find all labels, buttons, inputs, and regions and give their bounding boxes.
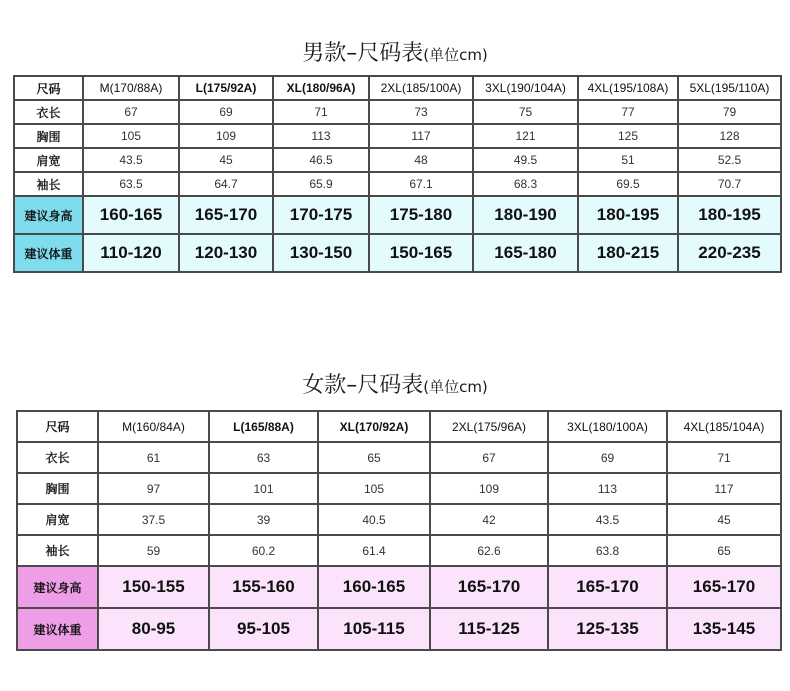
table-cell: 69.5 — [578, 172, 678, 196]
table-cell: 52.5 — [678, 148, 781, 172]
women-size-table — [16, 410, 782, 651]
recommend-label: 建议身高 — [14, 196, 83, 234]
recommend-cell: 180-215 — [578, 234, 678, 272]
recommend-row — [17, 608, 781, 650]
table-cell: 37.5 — [98, 504, 209, 535]
table-cell: 60.2 — [209, 535, 318, 566]
table-cell: 67.1 — [369, 172, 473, 196]
table-cell: 63.8 — [548, 535, 667, 566]
recommend-cell: 120-130 — [179, 234, 273, 272]
table-cell: 105 — [318, 473, 430, 504]
row-label: 袖长 — [17, 535, 98, 566]
table-row — [14, 148, 781, 172]
recommend-cell: 180-195 — [678, 196, 781, 234]
row-label: 肩宽 — [14, 148, 83, 172]
table-cell: 69 — [179, 100, 273, 124]
table-cell: 109 — [179, 124, 273, 148]
table-header-row — [14, 76, 781, 100]
table-cell: 68.3 — [473, 172, 578, 196]
table-cell: 51 — [578, 148, 678, 172]
size-header: XL(170/92A) — [318, 411, 430, 442]
table-row — [17, 442, 781, 473]
recommend-cell: 175-180 — [369, 196, 473, 234]
table-cell: 45 — [667, 504, 781, 535]
table-cell: 121 — [473, 124, 578, 148]
table-cell: 117 — [667, 473, 781, 504]
recommend-cell: 130-150 — [273, 234, 369, 272]
recommend-cell: 125-135 — [548, 608, 667, 650]
recommend-cell: 180-190 — [473, 196, 578, 234]
size-header: 4XL(195/108A) — [578, 76, 678, 100]
size-header: 5XL(195/110A) — [678, 76, 781, 100]
table-cell: 61 — [98, 442, 209, 473]
men-title-unit: (单位cm) — [423, 46, 488, 64]
table-cell: 43.5 — [83, 148, 179, 172]
recommend-cell: 165-180 — [473, 234, 578, 272]
table-row — [14, 124, 781, 148]
table-cell: 67 — [430, 442, 548, 473]
table-cell: 69 — [548, 442, 667, 473]
size-header: 3XL(190/104A) — [473, 76, 578, 100]
table-cell: 63 — [209, 442, 318, 473]
row-label: 胸围 — [14, 124, 83, 148]
recommend-cell: 165-170 — [667, 566, 781, 608]
table-cell: 113 — [548, 473, 667, 504]
table-cell: 70.7 — [678, 172, 781, 196]
table-row — [14, 172, 781, 196]
row-label: 衣长 — [14, 100, 83, 124]
recommend-cell: 95-105 — [209, 608, 318, 650]
size-header-label: 尺码 — [14, 76, 83, 100]
table-cell: 61.4 — [318, 535, 430, 566]
recommend-cell: 80-95 — [98, 608, 209, 650]
table-cell: 125 — [578, 124, 678, 148]
table-cell: 42 — [430, 504, 548, 535]
size-header: M(170/88A) — [83, 76, 179, 100]
recommend-cell: 115-125 — [430, 608, 548, 650]
size-header: 2XL(175/96A) — [430, 411, 548, 442]
recommend-label: 建议身高 — [17, 566, 98, 608]
table-row — [17, 504, 781, 535]
recommend-row — [17, 566, 781, 608]
table-cell: 113 — [273, 124, 369, 148]
recommend-cell: 150-155 — [98, 566, 209, 608]
table-cell: 97 — [98, 473, 209, 504]
men-size-table — [13, 75, 782, 273]
table-row — [14, 100, 781, 124]
table-row — [17, 473, 781, 504]
table-cell: 46.5 — [273, 148, 369, 172]
size-header: 3XL(180/100A) — [548, 411, 667, 442]
recommend-cell: 165-170 — [548, 566, 667, 608]
recommend-cell: 165-170 — [430, 566, 548, 608]
recommend-row — [14, 234, 781, 272]
table-cell: 101 — [209, 473, 318, 504]
row-label: 袖长 — [14, 172, 83, 196]
table-cell: 77 — [578, 100, 678, 124]
table-cell: 128 — [678, 124, 781, 148]
women-title-main: 女款–尺码表 — [302, 373, 424, 398]
size-header-label: 尺码 — [17, 411, 98, 442]
size-header: 4XL(185/104A) — [667, 411, 781, 442]
table-cell: 105 — [83, 124, 179, 148]
table-cell: 64.7 — [179, 172, 273, 196]
women-size-chart-title — [0, 368, 790, 399]
table-header-row — [17, 411, 781, 442]
size-header: 2XL(185/100A) — [369, 76, 473, 100]
recommend-cell: 170-175 — [273, 196, 369, 234]
recommend-cell: 155-160 — [209, 566, 318, 608]
recommend-cell: 220-235 — [678, 234, 781, 272]
table-cell: 75 — [473, 100, 578, 124]
table-cell: 63.5 — [83, 172, 179, 196]
size-header: L(175/92A) — [179, 76, 273, 100]
recommend-row — [14, 196, 781, 234]
table-cell: 65 — [318, 442, 430, 473]
recommend-cell: 160-165 — [83, 196, 179, 234]
recommend-cell: 180-195 — [578, 196, 678, 234]
table-cell: 65.9 — [273, 172, 369, 196]
size-header: XL(180/96A) — [273, 76, 369, 100]
table-cell: 49.5 — [473, 148, 578, 172]
table-cell: 65 — [667, 535, 781, 566]
row-label: 衣长 — [17, 442, 98, 473]
size-header: M(160/84A) — [98, 411, 209, 442]
recommend-cell: 110-120 — [83, 234, 179, 272]
recommend-cell: 160-165 — [318, 566, 430, 608]
recommend-label: 建议体重 — [14, 234, 83, 272]
recommend-cell: 105-115 — [318, 608, 430, 650]
size-header: L(165/88A) — [209, 411, 318, 442]
women-title-unit: (单位cm) — [423, 378, 488, 396]
table-cell: 59 — [98, 535, 209, 566]
table-cell: 48 — [369, 148, 473, 172]
table-row — [17, 535, 781, 566]
table-cell: 79 — [678, 100, 781, 124]
recommend-label: 建议体重 — [17, 608, 98, 650]
recommend-cell: 165-170 — [179, 196, 273, 234]
table-cell: 73 — [369, 100, 473, 124]
table-cell: 45 — [179, 148, 273, 172]
table-cell: 43.5 — [548, 504, 667, 535]
table-cell: 71 — [667, 442, 781, 473]
table-cell: 109 — [430, 473, 548, 504]
table-cell: 67 — [83, 100, 179, 124]
men-title-main: 男款–尺码表 — [302, 41, 424, 66]
recommend-cell: 150-165 — [369, 234, 473, 272]
table-cell: 40.5 — [318, 504, 430, 535]
row-label: 肩宽 — [17, 504, 98, 535]
men-size-chart-title — [0, 36, 790, 67]
table-cell: 39 — [209, 504, 318, 535]
table-cell: 71 — [273, 100, 369, 124]
recommend-cell: 135-145 — [667, 608, 781, 650]
row-label: 胸围 — [17, 473, 98, 504]
table-cell: 62.6 — [430, 535, 548, 566]
table-cell: 117 — [369, 124, 473, 148]
